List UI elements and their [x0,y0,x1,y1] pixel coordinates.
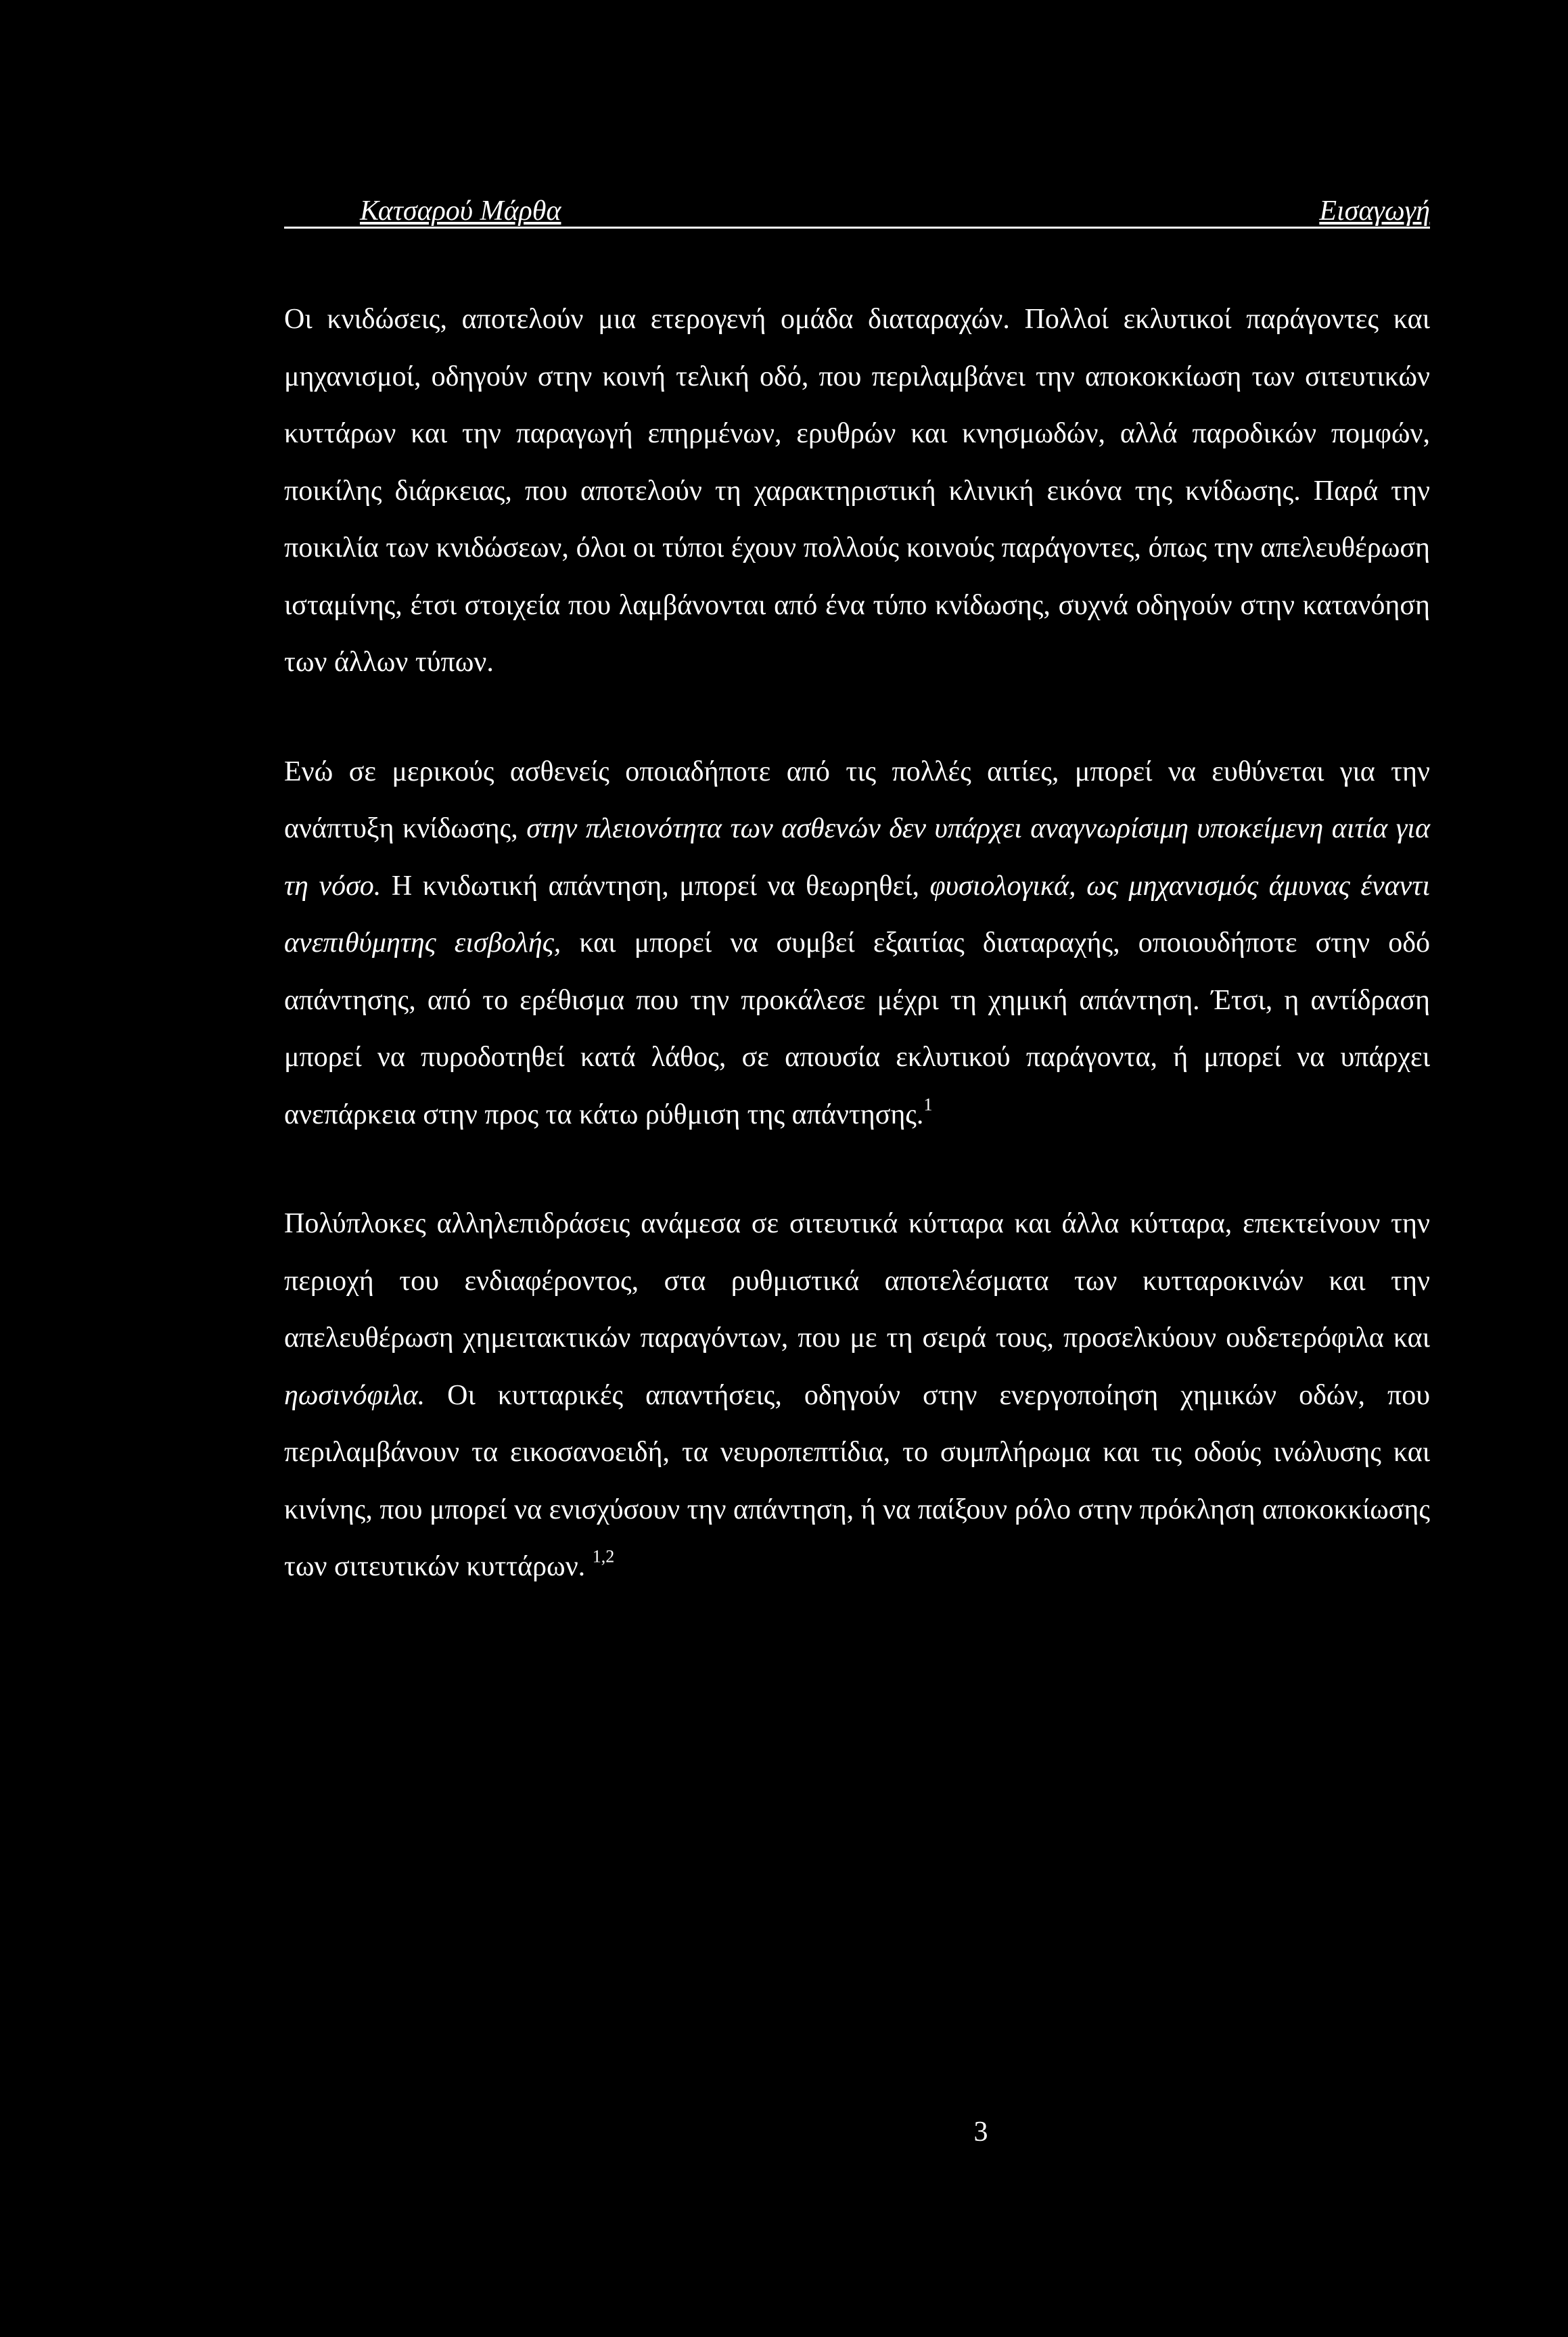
paragraph-1 [284,291,1430,691]
paragraph-2-text-c: και μπορεί να συμβεί εξαιτίας διαταραχής, οποιουδήποτε στην οδό απάντησης, από το ερέθισμα που την προκάλεσε μέχρι τη χημική απάντηση. Έτσι, η αντίδραση μπορεί να πυροδοτηθεί κατά λάθος, σε απουσία εκλυτικού παράγοντα, ή μπορεί να υπάρχει ανεπάρκεια στην προς τα κάτω ρύθμιση της απάντησης. [284,927,1430,1130]
header-section-title: Εισαγωγή [1319,195,1430,227]
paragraph-2-text-b: Η κνιδωτική απάντηση, μπορεί να θεωρηθεί, [381,870,930,902]
paragraph-2 [284,743,1430,1144]
page-number: 3 [973,2116,988,2148]
paragraph-2-italic-a: στην πλειονότητα των ασθενών δεν υπάρχει αναγνωρίσιμη υποκείμενη αιτία για τη νόσο. [284,813,1430,902]
paragraph-3 [284,1195,1430,1596]
footnote-ref-1-2: 1,2 [592,1546,615,1567]
header-rule [284,227,1430,229]
paragraph-2-text-a: Ενώ σε μερικούς ασθενείς οποιαδήποτε από τις πολλές αιτίες, μπορεί να ευθύνεται για την ανάπτυξη κνίδωσης, [284,756,1430,844]
footnote-ref-1: 1 [923,1094,933,1114]
paragraph-3-text-b: Οι κυτταρικές απαντήσεις, οδηγούν στην ενεργοποίηση χημικών οδών, που περιλαμβάνουν τα εικοσανοειδή, τα νευροπεπτίδια, το συμπλήρωμα και τις οδούς ινώλυσης και κινίνης, που μπορεί να ενισχύσουν την απάντηση, ή να παίξουν ρόλο στην πρόκληση αποκοκκίωσης των σιτευτικών κυττάρων. [284,1379,1430,1582]
header-author: Κατσαρού Μάρθα [360,195,561,227]
paragraph-3-italic: ηωσινόφιλα. [284,1379,425,1411]
body-text [284,291,1430,1596]
paragraph-3-text-a: Πολύπλοκες αλληλεπιδράσεις ανάμεσα σε σιτευτικά κύτταρα και άλλα κύτταρα, επεκτείνουν την περιοχή του ενδιαφέροντος, στα ρυθμιστικά αποτελέσματα των κυτταροκινών και την απελευθέρωση χημειτακτικών παραγόντων, που με τη σειρά τους, προσελκύουν ουδετερόφιλα και [284,1208,1430,1353]
running-header [284,195,1430,227]
paragraph-1-text: Οι κνιδώσεις, αποτελούν μια ετερογενή ομάδα διαταραχών. Πολλοί εκλυτικοί παράγοντες και μηχανισμοί, οδηγούν στην κοινή τελική οδό, που περιλαμβάνει την αποκοκκίωση των σιτευτικών κυττάρων και την παραγωγή επηρμένων, ερυθρών και κνησμωδών, αλλά παροδικών πομφών, ποικίλης διάρκειας, που αποτελούν τη χαρακτηριστική κλινική εικόνα της κνίδωσης. Παρά την ποικιλία των κνιδώσεων, όλοι οι τύποι έχουν πολλούς κοινούς παράγοντες, όπως την απελευθέρωση ισταμίνης, έτσι στοιχεία που λαμβάνονται από ένα τύπο κνίδωσης, συχνά οδηγούν στην κατανόηση των άλλων τύπων. [284,304,1430,678]
paragraph-2-italic-b: φυσιολογικά, ως μηχανισμός άμυνας έναντι ανεπιθύμητης εισβολής, [284,870,1430,958]
